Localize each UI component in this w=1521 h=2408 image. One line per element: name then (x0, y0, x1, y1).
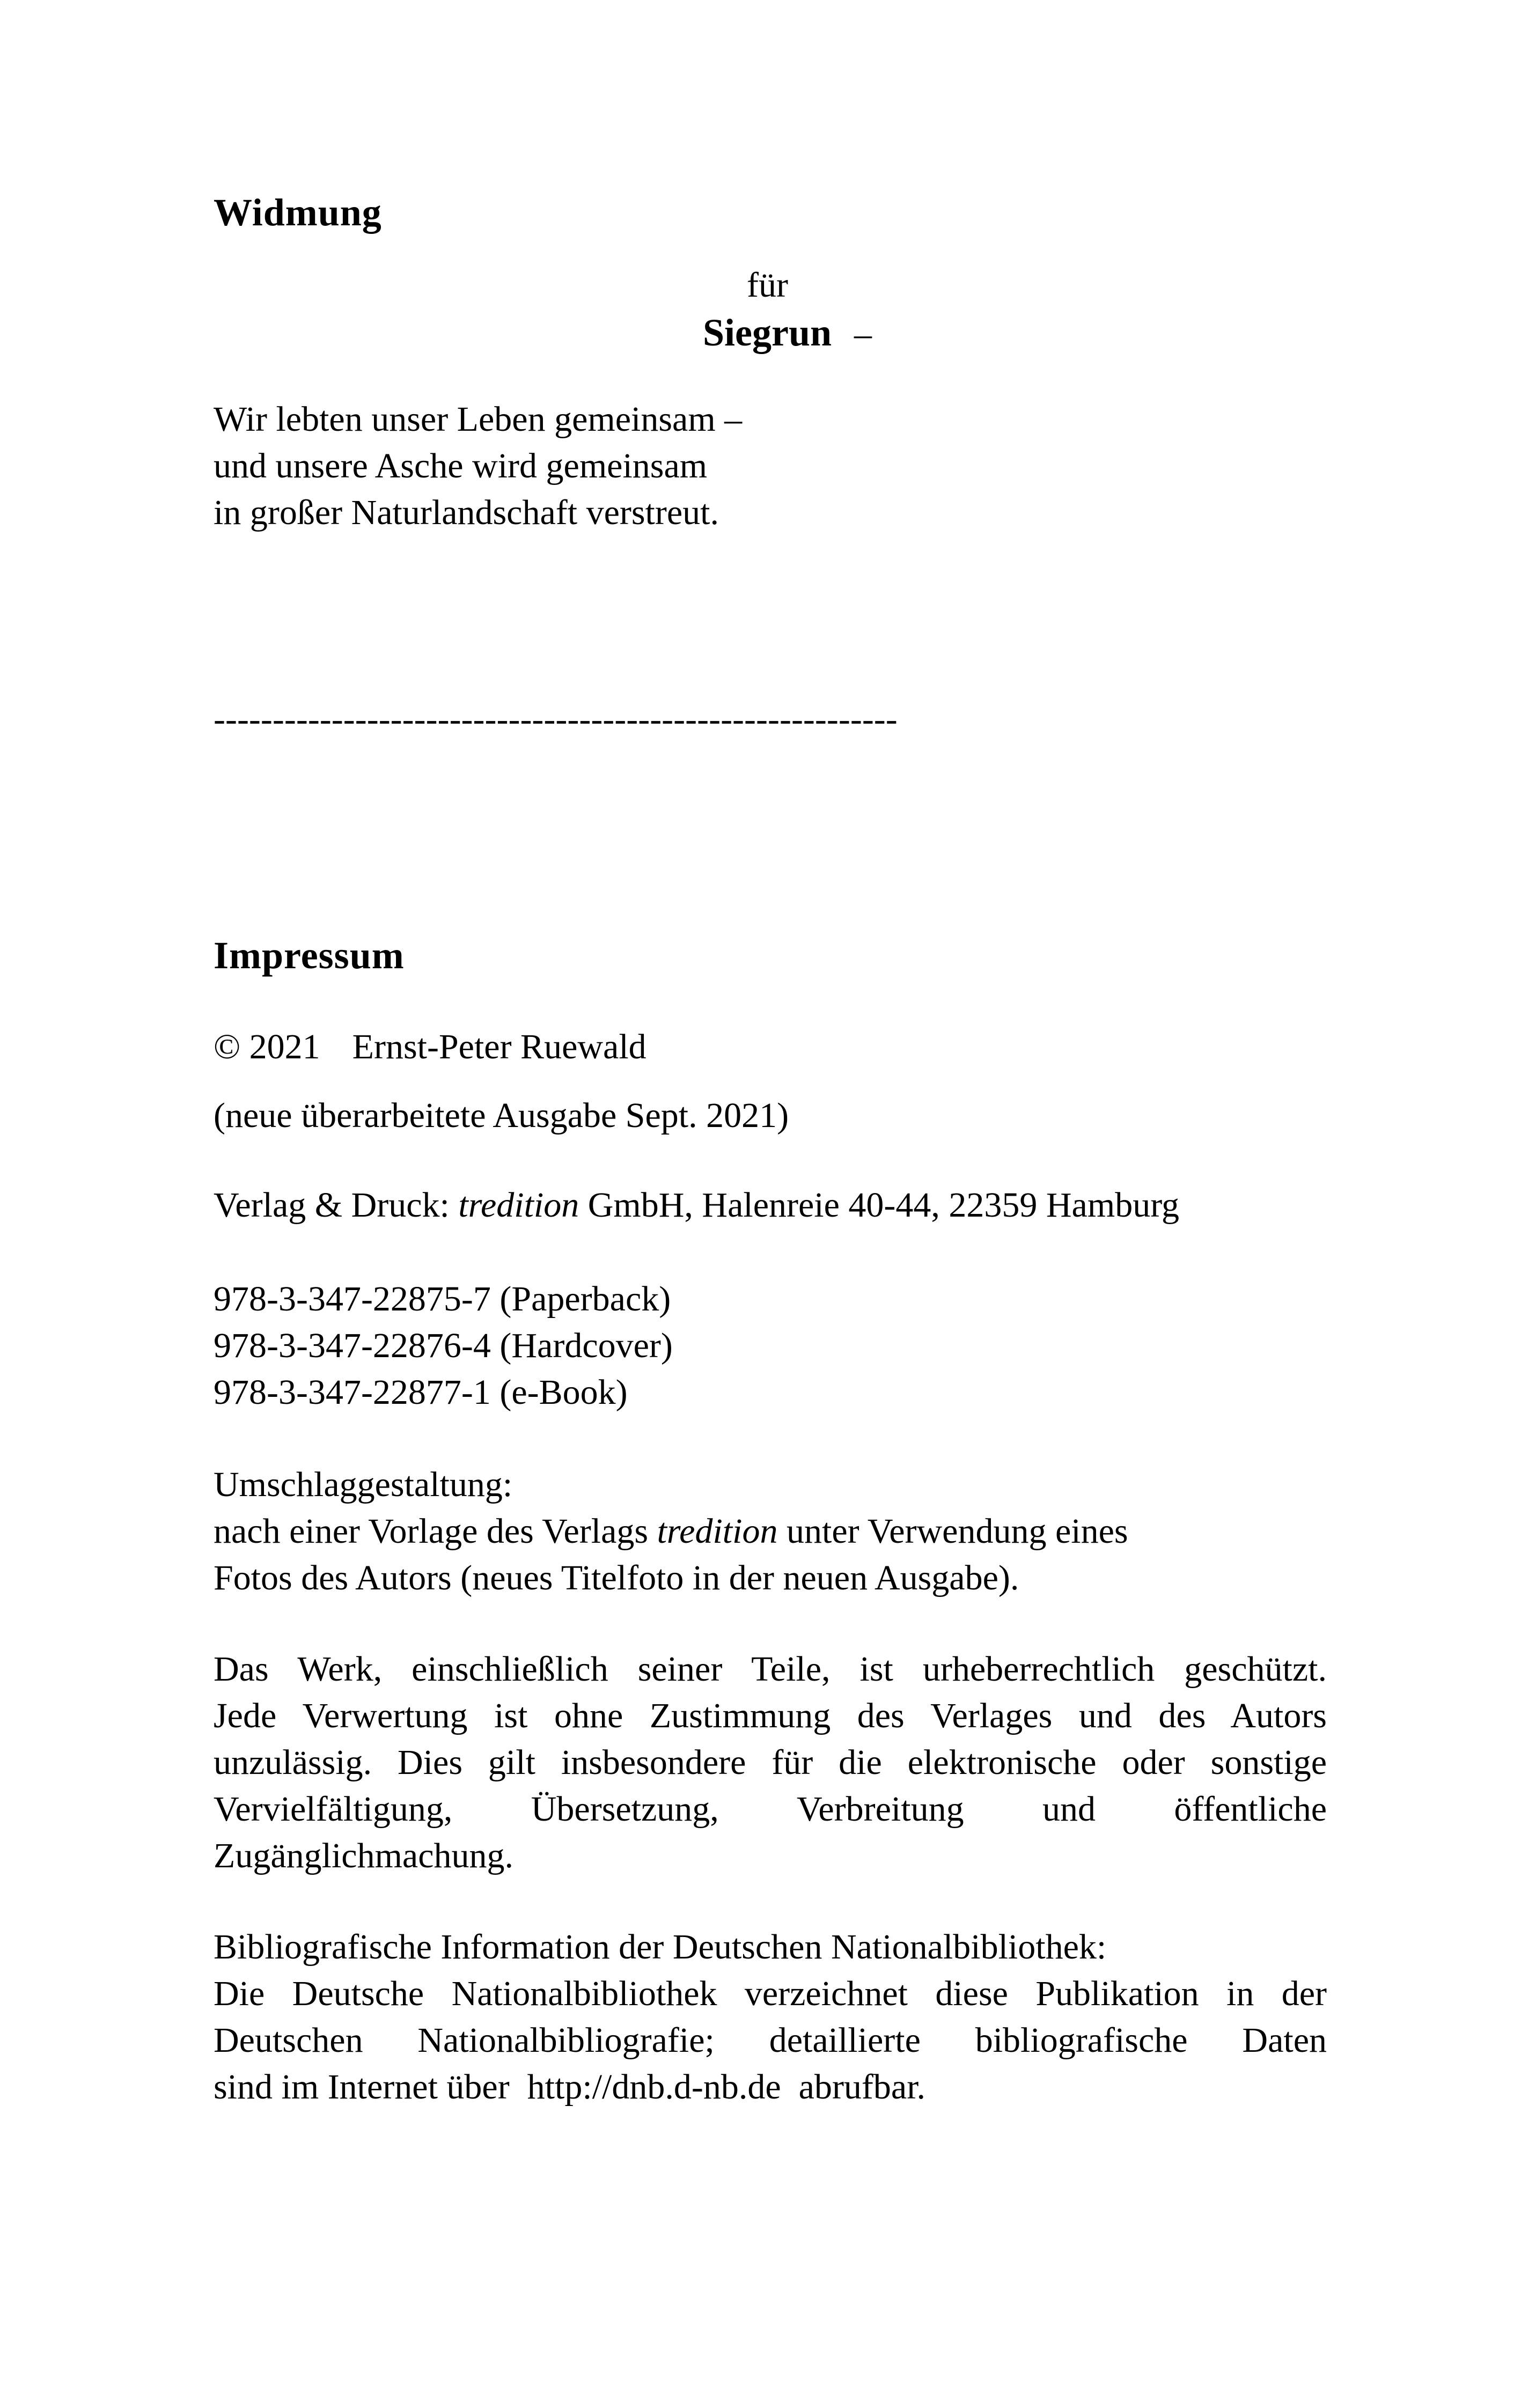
rights-line: Jede Verwertung ist ohne Zustimmung des Verlages und des Autors (214, 1696, 1327, 1735)
imprint-heading: Impressum (214, 934, 405, 977)
edition-note: (neue überarbeitete Ausgabe Sept. 2021) (214, 1096, 789, 1135)
cover-heading: Umschlaggestaltung: (214, 1465, 513, 1504)
publisher-name: tredition (458, 1185, 579, 1225)
rights-line: Vervielfältigung, Übersetzung, Verbreitung und öffentliche (214, 1790, 1327, 1829)
dedication-for: für (747, 266, 788, 305)
isbn-list (214, 1276, 673, 1416)
dnb-line: Bibliografische Information der Deutschen Nationalbibliothek: (214, 1927, 1107, 1967)
cover-publisher-name: tredition (657, 1512, 778, 1551)
dnb-line: Deutschen Nationalbibliografie; detaillierte bibliografische Daten (214, 2021, 1327, 2060)
author-name: Ernst-Peter Ruewald (352, 1027, 646, 1066)
dedication-heading: Widmung (214, 191, 382, 234)
dedication-name-line (703, 308, 872, 358)
rights-line: Das Werk, einschließlich seiner Teile, ist urheberrechtlich geschützt. (214, 1649, 1327, 1689)
separator-line: ---------------------------------------------------------- (214, 699, 898, 739)
dedication-line: und unsere Asche wird gemeinsam (214, 446, 708, 485)
dnb-line: Die Deutsche Nationalbibliothek verzeichnet diese Publikation in der (214, 1974, 1327, 2013)
cover-line: nach einer Vorlage des Verlags tredition unter Verwendung eines (214, 1512, 1128, 1551)
rights-paragraph (214, 1646, 1327, 1879)
publisher-prefix: Verlag & Druck: (214, 1185, 459, 1225)
isbn-item: 978-3-347-22875-7 (Paperback) (214, 1279, 671, 1319)
dedication-line: in großer Naturlandschaft verstreut. (214, 493, 719, 532)
isbn-item: 978-3-347-22877-1 (e-Book) (214, 1373, 628, 1412)
dedication-line: Wir lebten unser Leben gemeinsam – (214, 400, 743, 439)
copyright-year: © 2021 (214, 1027, 320, 1066)
dedication-name: Siegrun (703, 311, 832, 354)
dedication-text (214, 396, 742, 536)
cover-line: Fotos des Autors (neues Titelfoto in der neuen Ausgabe). (214, 1558, 1019, 1597)
rights-line: Zugänglichmachung. (214, 1836, 514, 1875)
cover-design (214, 1461, 1128, 1601)
copyright-line (214, 1023, 646, 1070)
publisher-line (214, 1182, 1179, 1228)
isbn-item: 978-3-347-22876-4 (Hardcover) (214, 1326, 673, 1365)
rights-line: unzulässig. Dies gilt insbesondere für die elektronische oder sonstige (214, 1743, 1327, 1782)
dedication-dash: – (854, 314, 872, 354)
dnb-paragraph (214, 1924, 1327, 2110)
dnb-line: sind im Internet über http://dnb.d-nb.de abrufbar. (214, 2067, 926, 2107)
publisher-address: GmbH, Halenreie 40-44, 22359 Hamburg (579, 1185, 1179, 1225)
